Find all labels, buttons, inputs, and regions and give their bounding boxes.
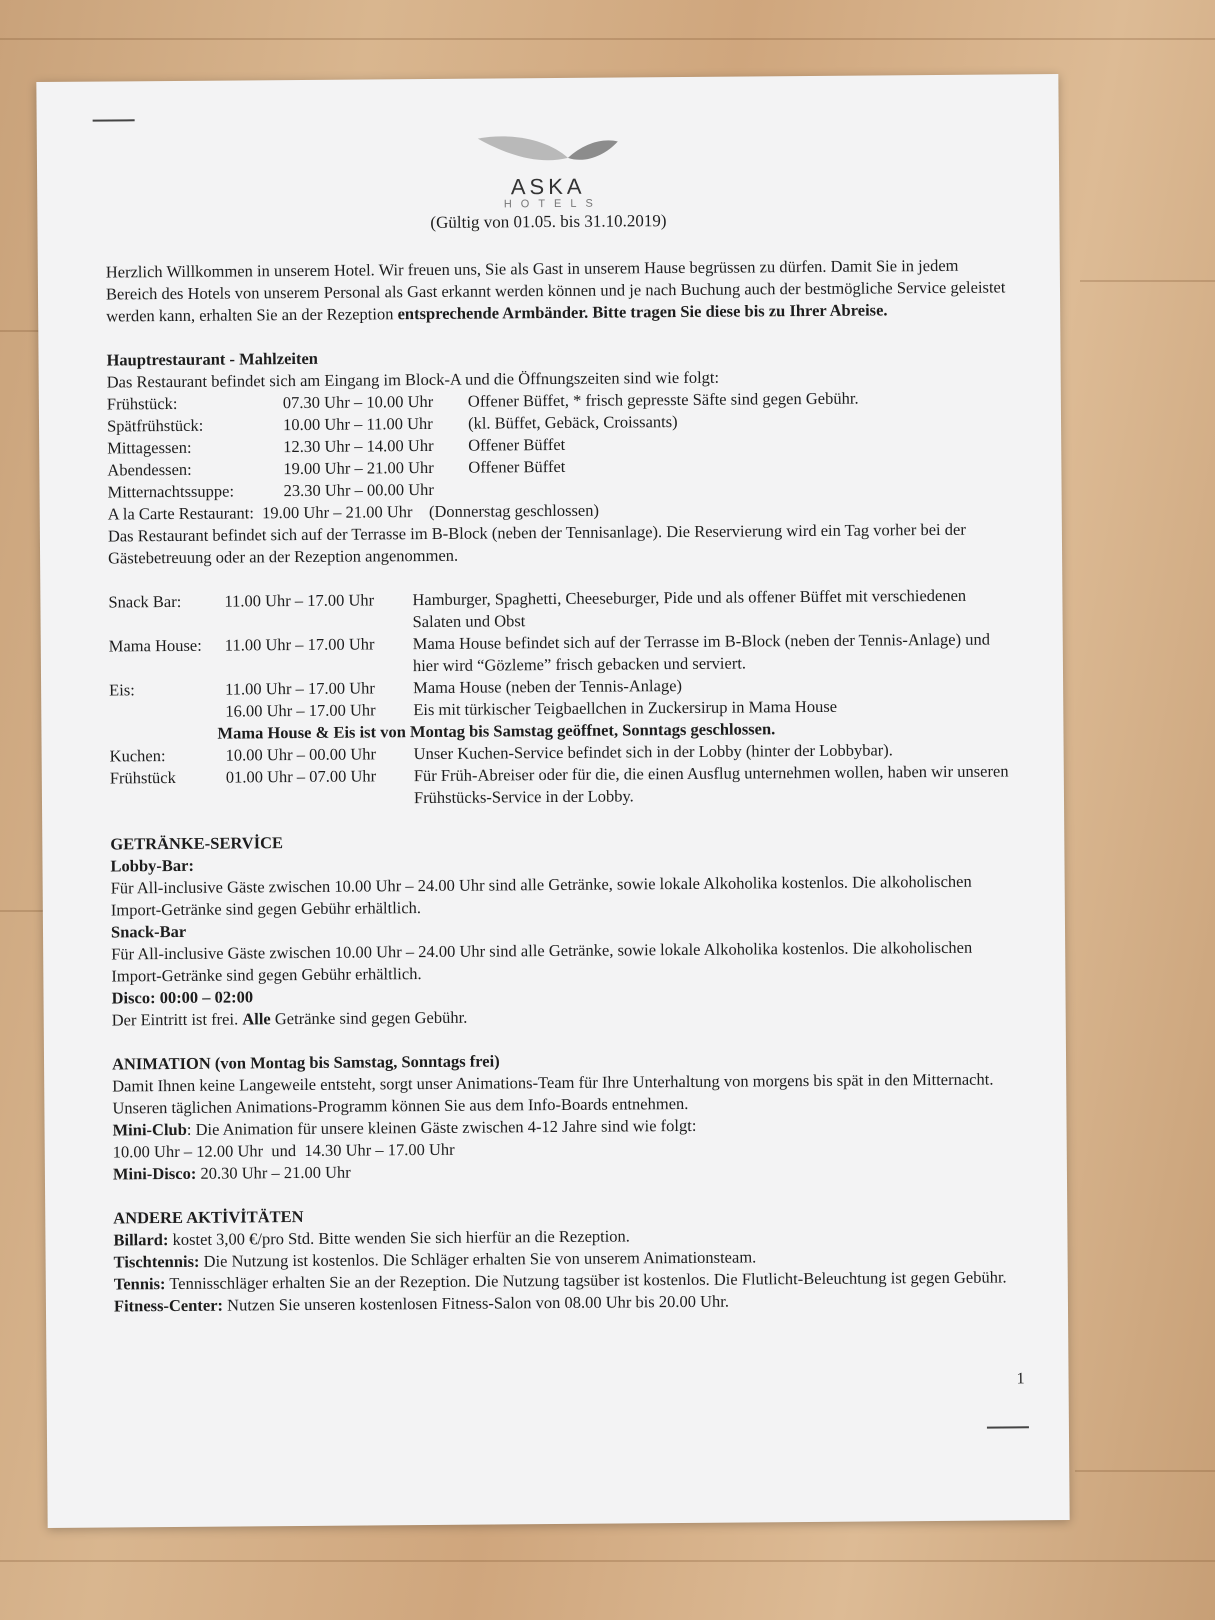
lobby-bar-title: Lobby-Bar: bbox=[110, 855, 195, 876]
activity-text: Tennisschläger erhalten Sie an der Rezeption. Die Nutzung tagsüber ist kostenlos. Die Flutlicht-Beleuchtung ist gegen Gebühr. bbox=[169, 1267, 1007, 1294]
meal-time: 10.00 Uhr – 11.00 Uhr bbox=[282, 413, 433, 435]
intro-bold-text: entsprechende Armbänder. Bitte tragen Sie diese bis zu Ihrer Abreise. bbox=[397, 300, 888, 324]
restaurant-intro: Das Restaurant befindet sich am Eingang im Block-A und die Öffnungszeiten sind wie folgt: bbox=[106, 367, 720, 392]
snack-time: 10.00 Uhr – 00.00 Uhr bbox=[225, 744, 377, 765]
alacarte-line: A la Carte Restaurant: 19.00 Uhr – 21.00 Uhr (Donnerstag geschlossen) bbox=[107, 500, 600, 524]
wood-grain bbox=[0, 1560, 1215, 1562]
snack-time: 16.00 Uhr – 17.00 Uhr bbox=[225, 700, 376, 721]
meal-label: Mittagessen: bbox=[107, 437, 192, 458]
snack-bar-text: Für All-inclusive Gäste zwischen 10.00 Uhr – 24.00 Uhr sind alle Getränke, sowie lokale Alkoholika kostenlos. Die alkoholischen Import-Getränke sind gegen Gebühr erhältlich. bbox=[111, 937, 973, 986]
activities-title: ANDERE AKTİVİTÄTEN bbox=[113, 1206, 304, 1228]
snack-label: Eis: bbox=[109, 680, 135, 700]
alacarte-info: Das Restaurant befindet sich auf der Terrasse im B-Block (neben der Tennisanlage). Die Reservierung wird ein Tag vorher bei der Gästebetreuung oder an der Rezeption angenommen. bbox=[107, 519, 966, 568]
intro-paragraph bbox=[106, 254, 1006, 327]
meal-desc: Offener Büffet bbox=[468, 434, 566, 455]
mini-disco-text: 20.30 Uhr – 21.00 Uhr bbox=[200, 1162, 351, 1183]
snack-desc: Eis mit türkischer Teigbaellchen in Zuckersirup in Mama House bbox=[413, 696, 838, 720]
brand-subtitle: HOTELS bbox=[503, 197, 602, 211]
snack-desc: Für Früh-Abreiser oder für die, die einen Ausflug unternehmen wollen, haben wir unseren Frühstücks-Service in der Lobby. bbox=[413, 761, 1009, 808]
activity-text: Die Nutzung ist kostenlos. Die Schläger erhalten Sie von unserem Animationsteam. bbox=[203, 1247, 757, 1271]
mini-club-label: Mini-Club bbox=[112, 1119, 187, 1140]
snack-row bbox=[108, 584, 1008, 635]
lobby-bar-text: Für All-inclusive Gäste zwischen 10.00 Uhr – 24.00 Uhr sind alle Getränke, sowie lokale Alkoholika kostenlos. Die alkoholischen Import-Getränke sind gegen Gebühr erhältlich. bbox=[110, 871, 972, 920]
mini-club-text: : Die Animation für unsere kleinen Gäste zwischen 4-12 Jahre sind wie folgt: bbox=[186, 1115, 697, 1139]
snack-label bbox=[109, 701, 225, 724]
activity-text: kostet 3,00 €/pro Std. Bitte wenden Sie sich hierfür an die Rezeption. bbox=[172, 1226, 630, 1250]
disco-text-a: Der Eintritt ist frei. bbox=[111, 1009, 239, 1030]
animation-text: Damit Ihnen keine Langeweile entsteht, sorgt unser Animations-Team für Ihre Unterhaltung von morgens bis spät in den Mitternacht. Unseren täglichen Animations-Programm können Sie aus dem Info-Boards entnehmen. bbox=[112, 1069, 994, 1118]
activity-label: Tennis: bbox=[113, 1274, 166, 1294]
activity-label: Fitness-Center: bbox=[113, 1295, 224, 1316]
fold-mark bbox=[93, 119, 135, 121]
hotel-logo bbox=[37, 126, 1060, 236]
drinks-title: GETRÄNKE-SERVİCE bbox=[110, 833, 284, 854]
snack-label: Frühstück bbox=[109, 767, 176, 788]
snack-time: 01.00 Uhr – 07.00 Uhr bbox=[225, 766, 377, 787]
disco-text-c: Getränke sind gegen Gebühr. bbox=[274, 1007, 468, 1029]
animation-title: ANIMATION (von Montag bis Samstag, Sonntags frei) bbox=[111, 1051, 500, 1074]
snack-row bbox=[109, 628, 1009, 679]
disco-title: Disco: 00:00 – 02:00 bbox=[111, 987, 254, 1008]
meal-desc: Offener Büffet bbox=[468, 456, 566, 477]
meal-desc: Offener Büffet, * frisch gepresste Säfte sind gegen Gebühr. bbox=[467, 388, 859, 411]
snack-desc: Hamburger, Spaghetti, Cheeseburger, Pide und als offener Büffet mit verschiedenen Salaten und Obst bbox=[412, 585, 967, 632]
document-page bbox=[36, 74, 1069, 1528]
activity-text: Nutzen Sie unseren kostenlosen Fitness-Salon von 08.00 Uhr bis 20.00 Uhr. bbox=[227, 1291, 730, 1315]
snack-row bbox=[110, 760, 1010, 811]
mini-club-times: 10.00 Uhr – 12.00 Uhr und 14.30 Uhr – 17.00 Uhr bbox=[112, 1139, 455, 1162]
meal-label: Spätfrühstück: bbox=[106, 415, 204, 436]
snack-label: Kuchen: bbox=[109, 746, 166, 766]
snack-label: Mama House: bbox=[108, 635, 202, 656]
meal-desc: (kl. Büffet, Gebäck, Croissants) bbox=[467, 412, 678, 433]
intro-text: Herzlich Willkommen in unserem Hotel. Wir freuen uns, Sie als Gast in unserem Hause begrüssen zu dürfen. Damit Sie in jedem Bereich des Hotels von unserem Personal als Gast erkannt werden können und je nach Buchung auch der bestmögliche Service geleistet werden kann, erhalten Sie an der Rezeption bbox=[105, 255, 1006, 326]
disco-text-b: Alle bbox=[242, 1009, 271, 1029]
meal-label: Mitternachtssuppe: bbox=[107, 481, 235, 502]
snack-bar-title: Snack-Bar bbox=[110, 921, 187, 942]
activity-label: Billard: bbox=[113, 1230, 169, 1250]
snack-time: 11.00 Uhr – 17.00 Uhr bbox=[224, 634, 375, 655]
snack-time: 11.00 Uhr – 17.00 Uhr bbox=[225, 678, 375, 699]
meal-table bbox=[107, 386, 1008, 503]
document-body bbox=[106, 254, 1014, 1317]
meal-label: Frühstück: bbox=[106, 393, 178, 414]
leaf-logo-icon bbox=[473, 129, 623, 170]
snack-table bbox=[108, 584, 1010, 811]
wood-grain bbox=[1080, 280, 1215, 282]
snack-time: 11.00 Uhr – 17.00 Uhr bbox=[224, 590, 375, 611]
snack-label: Snack Bar: bbox=[108, 591, 182, 612]
validity-period: (Gültig von 01.05. bis 31.10.2019) bbox=[430, 211, 667, 232]
meal-time: 23.30 Uhr – 00.00 Uhr bbox=[283, 479, 434, 501]
fold-mark bbox=[987, 1426, 1029, 1428]
activity-label: Tischtennis: bbox=[113, 1251, 200, 1272]
meal-label: Abendessen: bbox=[107, 459, 192, 480]
wood-grain bbox=[0, 910, 45, 912]
page-number: 1 bbox=[1016, 1370, 1025, 1388]
wood-grain bbox=[0, 38, 1215, 40]
meal-time: 07.30 Uhr – 10.00 Uhr bbox=[282, 391, 434, 413]
snack-desc: Mama House (neben der Tennis-Anlage) bbox=[413, 675, 683, 698]
meal-time: 19.00 Uhr – 21.00 Uhr bbox=[283, 457, 434, 479]
mini-disco-label: Mini-Disco: bbox=[112, 1163, 197, 1184]
restaurant-title: Hauptrestaurant - Mahlzeiten bbox=[106, 348, 319, 370]
brand-name: ASKA bbox=[510, 173, 586, 200]
meal-time: 12.30 Uhr – 14.00 Uhr bbox=[283, 435, 434, 457]
wood-grain bbox=[1075, 1470, 1215, 1472]
snack-note: Mama House & Eis ist von Montag bis Samstag geöffnet, Sonntags geschlossen. bbox=[217, 719, 776, 743]
snack-desc: Mama House befindet sich auf der Terrasse im B-Block (neben der Tennis-Anlage) und hier wird “Gözleme” frisch gebacken und serviert. bbox=[412, 629, 990, 676]
meal-desc bbox=[468, 474, 1007, 500]
snack-desc: Unser Kuchen-Service befindet sich in der Lobby (hinter der Lobbybar). bbox=[413, 740, 893, 764]
